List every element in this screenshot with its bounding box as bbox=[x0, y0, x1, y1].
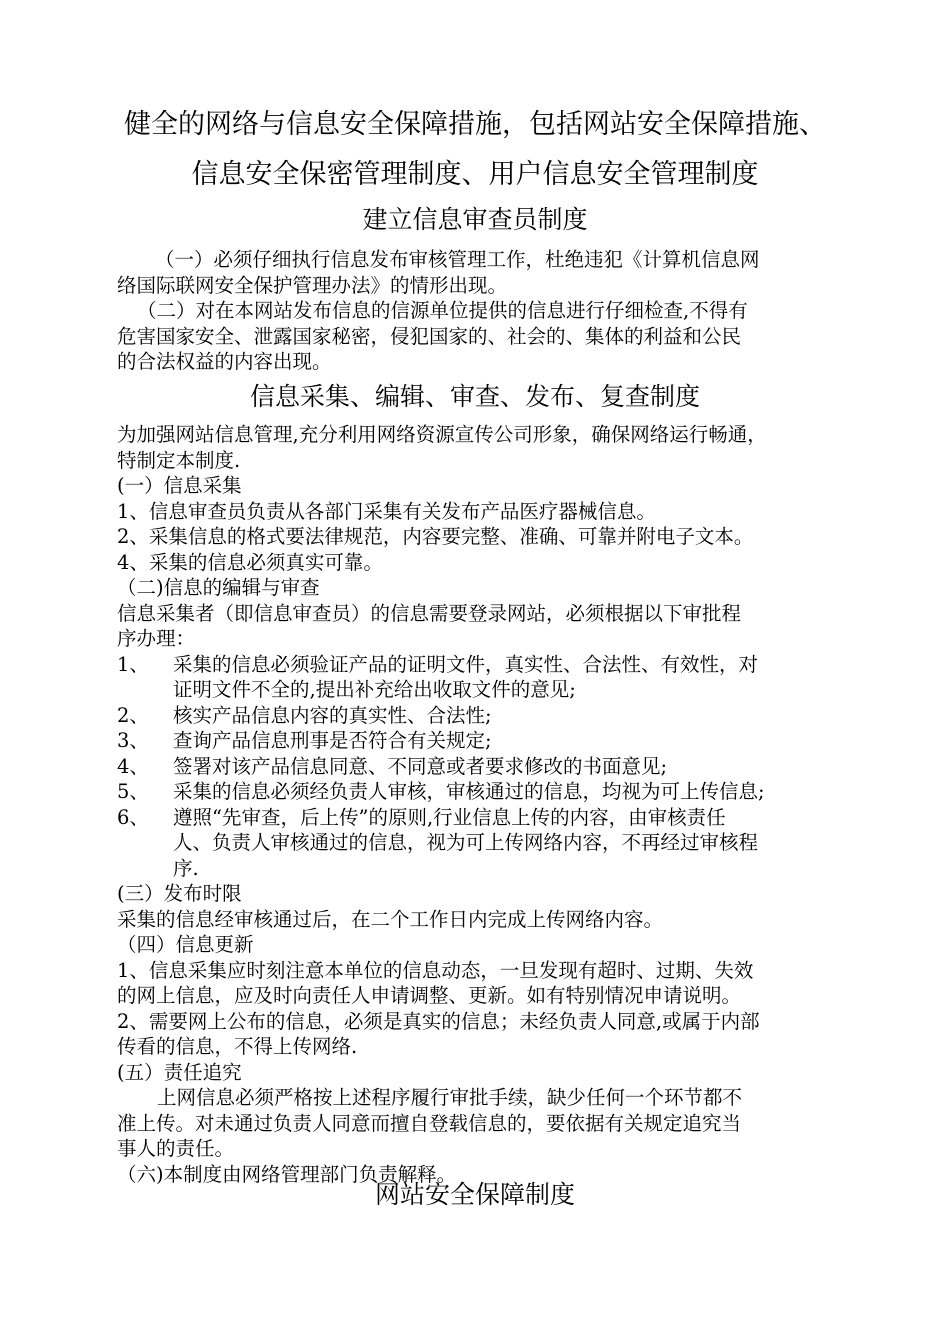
item-number: 5、 bbox=[117, 780, 149, 803]
numbered-item bbox=[117, 805, 847, 831]
subsection-title: (五）责任追究 bbox=[117, 1060, 242, 1084]
subsection-title: (一）信息采集 bbox=[117, 474, 242, 497]
section-heading-site-security: 网站安全保障制度 bbox=[374, 1180, 575, 1209]
paragraph-line: 准上传。对未通过负责人同意而擅自登载信息的，要依据有关规定追究当 bbox=[117, 1111, 742, 1135]
item-number: 6、 bbox=[117, 805, 149, 829]
paragraph-line: 事人的责任。 bbox=[117, 1137, 235, 1160]
subsection-title: (三）发布时限 bbox=[117, 882, 242, 905]
paragraph-line: 特制定本制度. bbox=[117, 448, 241, 472]
numbered-item bbox=[117, 779, 847, 805]
item-number: 2、 bbox=[117, 703, 149, 727]
item-text: 签署对该产品信息同意、不同意或者要求修改的书面意见; bbox=[173, 754, 668, 778]
item-text-continued: 人、负责人审核通过的信息，视为可上传网络内容，不再经过审核程 bbox=[173, 831, 759, 854]
item-text: 采集的信息必须验证产品的证明文件，真实性、合法性、有效性，对 bbox=[173, 652, 759, 676]
paragraph-line: 传看的信息，不得上传网络. bbox=[117, 1035, 358, 1058]
section-collection-body bbox=[117, 422, 847, 1187]
section-heading-reviewer: 建立信息审查员制度 bbox=[362, 205, 588, 234]
paragraph-line: 上网信息必须严格按上述程序履行审批手续，缺少任何一个环节都不 bbox=[157, 1086, 743, 1109]
paragraph-line: 2、需要网上公布的信息，必须是真实的信息；未经负责人同意,或属于内部 bbox=[117, 1009, 760, 1033]
list-item: 1、信息审查员负责从各部门采集有关发布产品医疗器械信息。 bbox=[117, 499, 656, 523]
item-text-continued: 证明文件不全的,提出补充给出收取文件的意见; bbox=[173, 678, 576, 701]
item-text: 核实产品信息内容的真实性、合法性; bbox=[173, 703, 492, 727]
item-number: 1、 bbox=[117, 652, 149, 676]
paragraph-line: 的合法权益的内容出现。 bbox=[117, 350, 332, 373]
section-reviewer-body bbox=[117, 247, 847, 375]
item-text-continued: 序. bbox=[173, 856, 199, 880]
numbered-item bbox=[117, 754, 847, 780]
paragraph-line: （六)本制度由网络管理部门负责解释。 bbox=[117, 1162, 457, 1186]
section-heading-collection: 信息采集、编辑、审查、发布、复查制度 bbox=[249, 382, 700, 411]
numbered-item bbox=[117, 703, 847, 729]
numbered-item bbox=[117, 728, 847, 754]
paragraph-line: 序办理： bbox=[117, 627, 196, 650]
item-number: 4、 bbox=[117, 754, 149, 778]
list-item: 2、采集信息的格式要法律规范，内容要完整、准确、可靠并附电子文本。 bbox=[117, 525, 754, 548]
item-text: 采集的信息必须经负责人审核，审核通过的信息，均视为可上传信息; bbox=[173, 780, 765, 803]
list-item: 4、采集的信息必须真实可靠。 bbox=[117, 550, 383, 574]
paragraph-line: 的网上信息，应及时向责任人申请调整、更新。如有特别情况申请说明。 bbox=[117, 984, 742, 1007]
document-title-line-1: 健全的网络与信息安全保障措施，包括网站安全保障措施、 bbox=[124, 109, 826, 140]
paragraph-line: 为加强网站信息管理,充分利用网络资源宣传公司形象，确保网络运行畅通， bbox=[117, 423, 767, 446]
numbered-item bbox=[117, 652, 847, 678]
paragraph-line: 络国际联网安全保护管理办法》的情形出现。 bbox=[117, 273, 508, 297]
subsection-title: （四）信息更新 bbox=[117, 933, 254, 956]
paragraph-line: （二）对在本网站发布信息的信源单位提供的信息进行仔细检查,不得有 bbox=[137, 299, 748, 322]
paragraph-line: 危害国家安全、泄露国家秘密，侵犯国家的、社会的、集体的利益和公民 bbox=[117, 324, 742, 348]
item-number: 3、 bbox=[117, 729, 149, 752]
paragraph-line: 采集的信息经审核通过后，在二个工作日内完成上传网络内容。 bbox=[117, 907, 664, 931]
document-title-line-2: 信息安全保密管理制度、用户信息安全管理制度 bbox=[191, 159, 759, 190]
paragraph-line: （一）必须仔细执行信息发布审核管理工作，杜绝违犯《计算机信息网 bbox=[155, 248, 760, 271]
item-text: 遵照“先审查，后上传”的原则,行业信息上传的内容，由审核责任 bbox=[173, 805, 726, 829]
paragraph-line: 1、信息采集应时刻注意本单位的信息动态，一旦发现有超时、过期、失效 bbox=[117, 958, 754, 982]
paragraph-line: 信息采集者（即信息审查员）的信息需要登录网站，必须根据以下审批程 bbox=[117, 601, 742, 625]
subsection-title: （二)信息的编辑与审查 bbox=[117, 576, 320, 599]
item-text: 查询产品信息刑事是否符合有关规定; bbox=[173, 729, 492, 752]
